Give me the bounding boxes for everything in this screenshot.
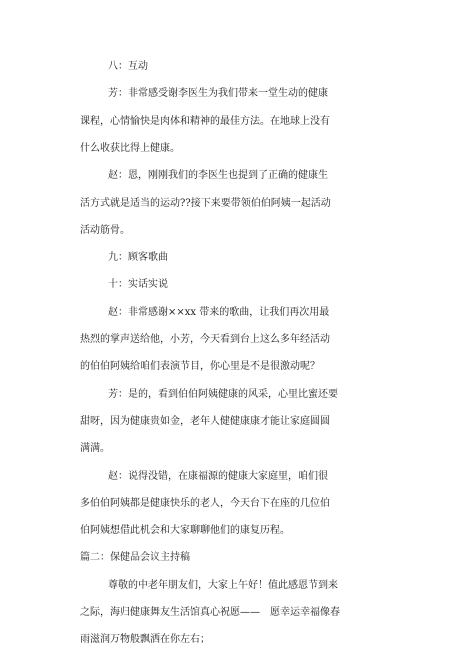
paragraph-line: 什么收获比得上健康。 — [80, 142, 180, 154]
paragraph-line: 伯阿姨想借此机会和大家聊聊他们的康复历程。 — [80, 525, 290, 537]
paragraph-line: 芳：非常感受谢李医生为我们带来一堂生动的健康 — [108, 88, 328, 100]
paragraph-line: 之际，海归健康舞友生活馆真心祝愿—— 愿幸运幸福像春 — [80, 607, 340, 618]
paragraph-line: 的伯伯阿姨给咱们表演节目，你心里是不是很激动呢？ — [80, 361, 320, 373]
section-heading-interaction: 八：互动 — [108, 61, 148, 72]
paragraph-line: 赵：说得没错，在康福源的健康大家庭里，咱们很 — [108, 470, 328, 482]
paragraph-line: 芳：是的，看到伯伯阿姨健康的风采，心里比蜜还要 — [108, 388, 338, 400]
paragraph-line: 赵：非常感谢××xx 带来的歌曲，让我们再次用最 — [108, 306, 330, 318]
paragraph-line: 雨滋润万物般飘洒在你左右； — [80, 634, 210, 646]
paragraph-line: 赵：恩，刚刚我们的李医生也提到了正确的健康生 — [108, 170, 328, 182]
paragraph-line: 课程，心情愉快是肉体和精神的最佳方法。在地球上没有 — [80, 115, 330, 127]
paragraph-line: 尊敬的中老年朋友们，大家上午好！值此感恩节到来 — [108, 579, 338, 591]
paragraph-line: 甜呀，因为健康贵如金，老年人健健康康才能让家庭圆圆 — [80, 415, 330, 427]
section-heading-truth-talk: 十：实话实说 — [108, 279, 168, 291]
paragraph-line: 活方式就是适当的运动??接下来要带领伯伯阿姨一起活动 — [80, 197, 331, 209]
section-heading-song: 九：顾客歌曲 — [108, 252, 168, 264]
paragraph-line: 活动筋骨。 — [80, 224, 130, 236]
paragraph-line: 多伯伯阿姨都是健康快乐的老人，今天台下在座的几位伯 — [80, 497, 330, 509]
paragraph-line: 热烈的掌声送给他，小芳，今天看到台上这么多年经活动 — [80, 334, 330, 345]
paragraph-line: 满满。 — [80, 443, 110, 455]
section-heading-chapter-two: 篇二：保健品会议主持稿 — [80, 552, 190, 564]
